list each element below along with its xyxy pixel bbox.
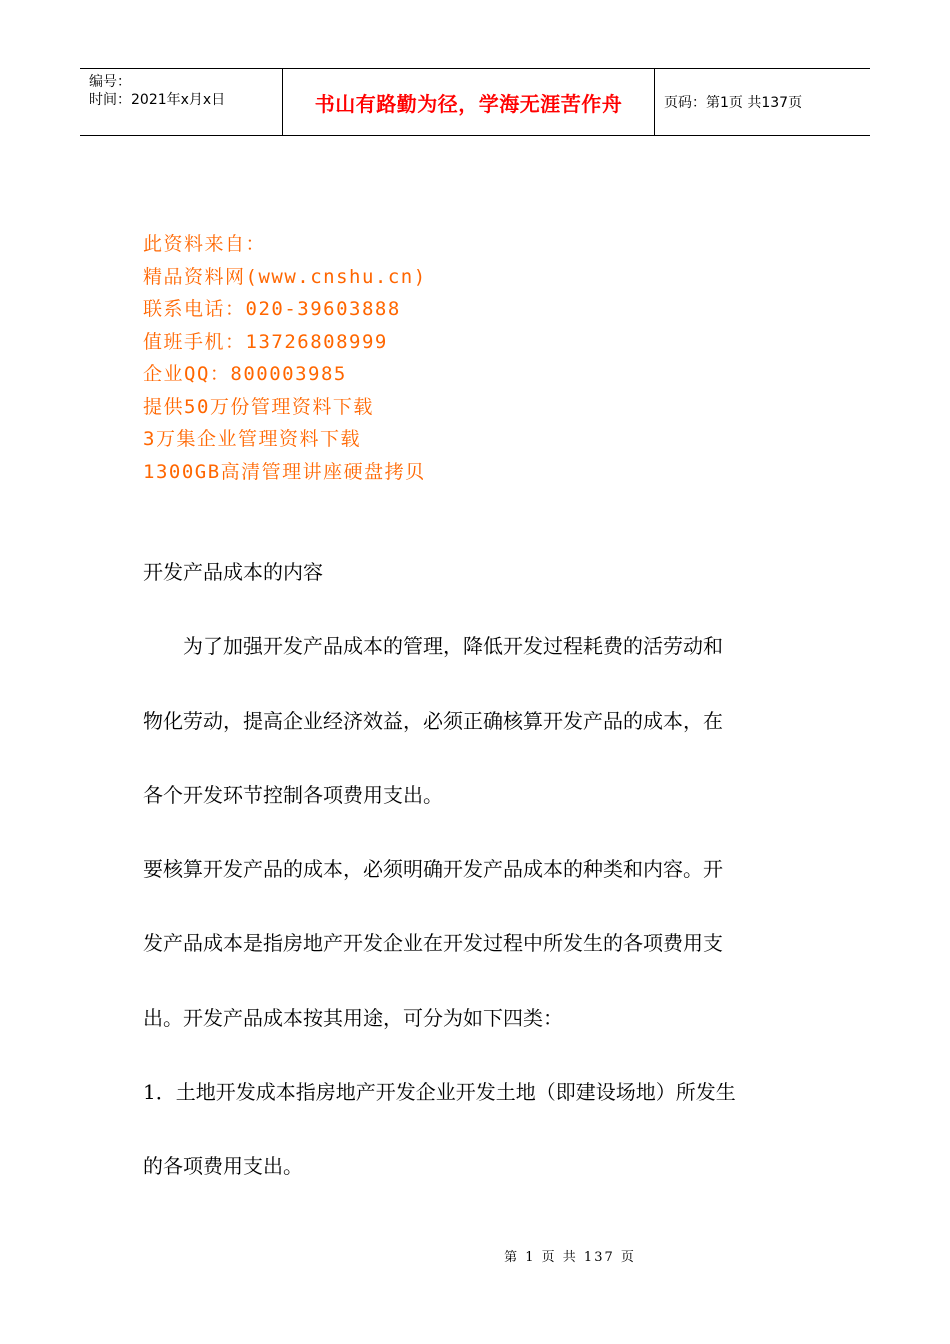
ad-line: 精品资料网(www.cnshu.cn) [143,265,427,288]
ad-line: 企业QQ：800003985 [143,363,347,385]
body-line: 为了加强开发产品成本的管理，降低开发过程耗费的活劳动和 [143,634,723,658]
header-motto-cell [282,69,655,135]
motto: 书山有路勤为径，学海无涯苦作舟 [314,91,623,116]
header-meta [80,69,282,135]
ad-line: 此资料来自： [143,233,267,255]
body-line: 物化劳动，提高企业经济效益，必须正确核算开发产品的成本，在 [143,709,723,733]
body-line: 要核算开发产品的成本，必须明确开发产品成本的种类和内容。开 [143,857,723,881]
time-label: 时间：2021年x月x日 [89,92,226,108]
body-line: 各个开发环节控制各项费用支出。 [143,783,443,807]
header-page-cell [655,69,870,135]
page-footer [0,1246,950,1265]
body-line: 1．土地开发成本指房地产开发企业开发土地（即建设场地）所发生 [143,1080,736,1104]
ad-line: 联系电话：020-39603888 [143,298,401,320]
ad-line: 提供50万份管理资料下载 [143,395,374,418]
source-ad-block [143,228,427,488]
ad-line: 1300GB高清管理讲座硬盘拷贝 [143,460,426,483]
body-line: 出。开发产品成本按其用途，可分为如下四类： [143,1006,563,1030]
body-line: 发产品成本是指房地产开发企业在开发过程中所发生的各项费用支 [143,931,723,955]
ad-line: 3万集企业管理资料下载 [143,428,361,450]
page-code: 页码：第1页 共137页 [664,95,803,111]
section-title: 开发产品成本的内容 [143,560,323,584]
number-label: 编号： [89,74,131,90]
ad-line: 值班手机：13726808999 [143,330,388,353]
body-line: 的各项费用支出。 [143,1154,303,1178]
page-header [80,68,870,136]
footer-page-number: 第 1 页 共 137 页 [504,1250,636,1265]
